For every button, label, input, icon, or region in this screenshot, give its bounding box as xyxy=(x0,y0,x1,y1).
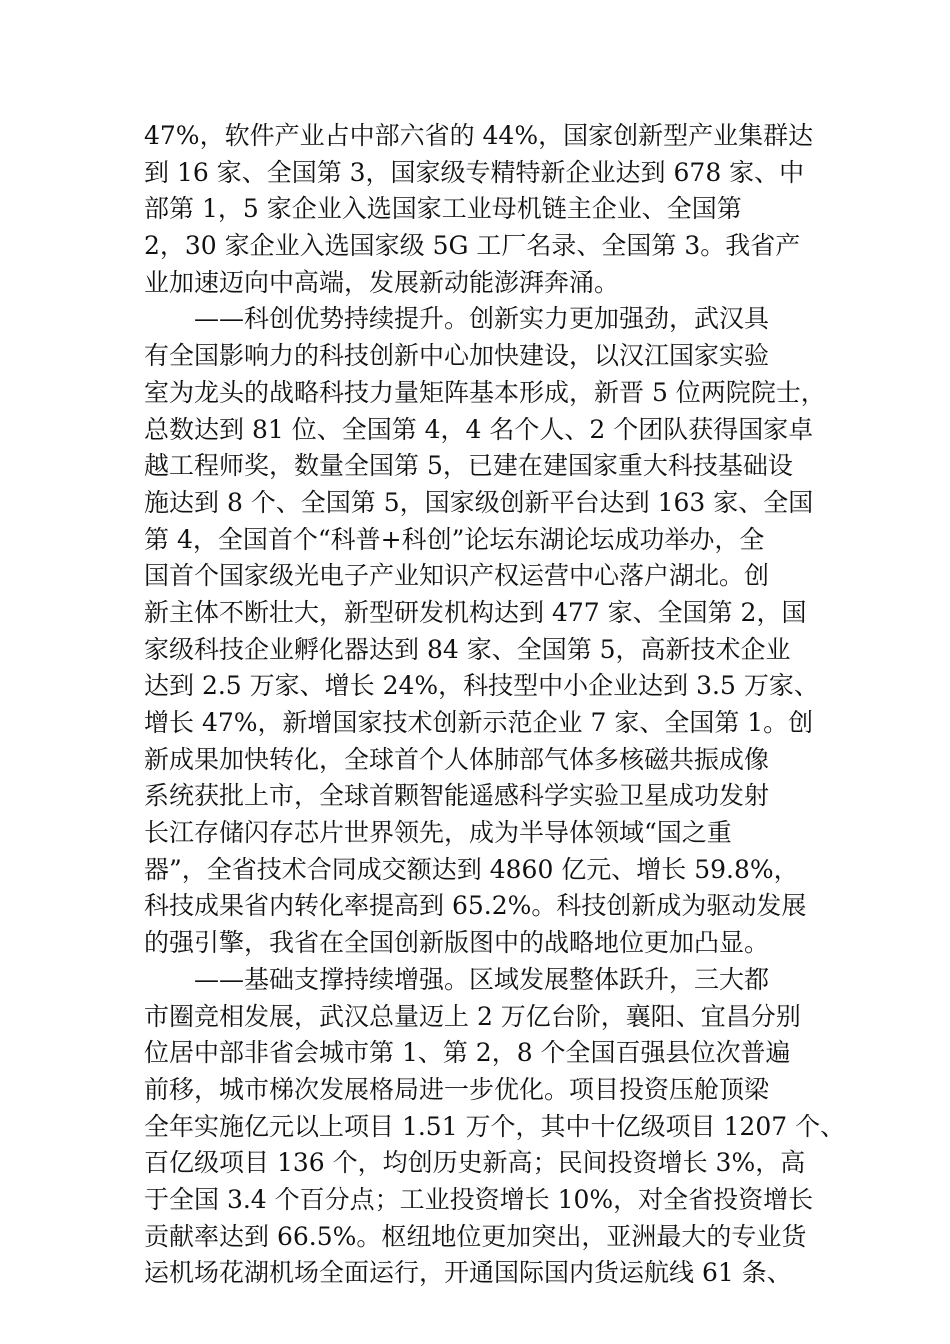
text-line: 市圈竞相发展，武汉总量迈上 2 万亿台阶，襄阳、宜昌分别 xyxy=(144,1001,801,1031)
text-line: 系统获批上市，全球首颗智能遥感科学实验卫星成功发射 xyxy=(144,781,770,811)
text-line: 2，30 家企业入选国家级 5G 工厂名录、全国第 3。我省产 xyxy=(144,231,801,261)
text-line: 有全国影响力的科技创新中心加快建设，以汉江国家实验 xyxy=(144,341,770,371)
text-line: 47%，软件产业占中部六省的 44%，国家创新型产业集群达 xyxy=(144,121,814,150)
text-line: 部第 1，5 家企业入选国家工业母机链主企业、全国第 xyxy=(144,194,742,224)
text-line: 业加速迈向中高端，发展新动能澎湃奔涌。 xyxy=(144,267,620,297)
text-line: 运机场花湖机场全面运行，开通国际国内货运航线 61 条、 xyxy=(144,1258,792,1288)
text-line: 百亿级项目 136 个，均创历史新高；民间投资增长 3%，高 xyxy=(144,1148,806,1178)
text-line: 前移，城市梯次发展格局进一步优化。项目投资压舱顶梁 xyxy=(144,1074,770,1104)
text-line: 室为龙头的战略科技力量矩阵基本形成，新晋 5 位两院院士， xyxy=(144,377,826,407)
text-line: 贡献率达到 66.5%。枢纽地位更加突出，亚洲最大的专业货 xyxy=(144,1221,807,1251)
text-line: 位居中部非省会城市第 1、第 2，8 个全国百强县位次普遍 xyxy=(144,1038,791,1068)
text-line: 总数达到 81 位、全国第 4，4 名个人、2 个团队获得国家卓 xyxy=(144,414,814,444)
text-line: 的强引擎，我省在全国创新版图中的战略地位更加凸显。 xyxy=(144,928,770,958)
text-line: 器”，全省技术合同成交额达到 4860 亿元、增长 59.8%， xyxy=(144,854,799,884)
text-line: 国首个国家级光电子产业知识产权运营中心落户湖北。创 xyxy=(144,561,770,591)
text-line: 新主体不断壮大，新型研发机构达到 477 家、全国第 2，国 xyxy=(144,597,807,627)
text-line: 新成果加快转化，全球首个人体肺部气体多核磁共振成像 xyxy=(144,744,770,774)
text-line: 施达到 8 个、全国第 5，国家级创新平台达到 163 家、全国 xyxy=(144,487,814,517)
text-line: ——科创优势持续提升。创新实力更加强劲，武汉具 xyxy=(194,304,770,334)
text-line: 越工程师奖，数量全国第 5，已建在建国家重大科技基础设 xyxy=(144,451,793,481)
text-line: 家级科技企业孵化器达到 84 家、全国第 5，高新技术企业 xyxy=(144,634,791,664)
text-line: 达到 2.5 万家、增长 24%，科技型中小企业达到 3.5 万家、 xyxy=(144,671,819,701)
text-line: 全年实施亿元以上项目 1.51 万个，其中十亿级项目 1207 个、 xyxy=(144,1111,846,1141)
text-line: 长江存储闪存芯片世界领先，成为半导体领域“国之重 xyxy=(144,818,732,848)
text-line: 到 16 家、全国第 3，国家级专精特新企业达到 678 家、中 xyxy=(144,157,805,187)
text-line: 于全国 3.4 个百分点；工业投资增长 10%，对全省投资增长 xyxy=(144,1184,814,1214)
text-line: 第 4，全国首个“科普+科创”论坛东湖论坛成功举办，全 xyxy=(144,524,765,554)
text-line: ——基础支撑持续增强。区域发展整体跃升，三大都 xyxy=(194,964,770,994)
text-line: 科技成果省内转化率提高到 65.2%。科技创新成为驱动发展 xyxy=(144,891,807,921)
text-line: 增长 47%，新增国家技术创新示范企业 7 家、全国第 1。创 xyxy=(144,708,814,737)
body-text xyxy=(144,118,846,1292)
